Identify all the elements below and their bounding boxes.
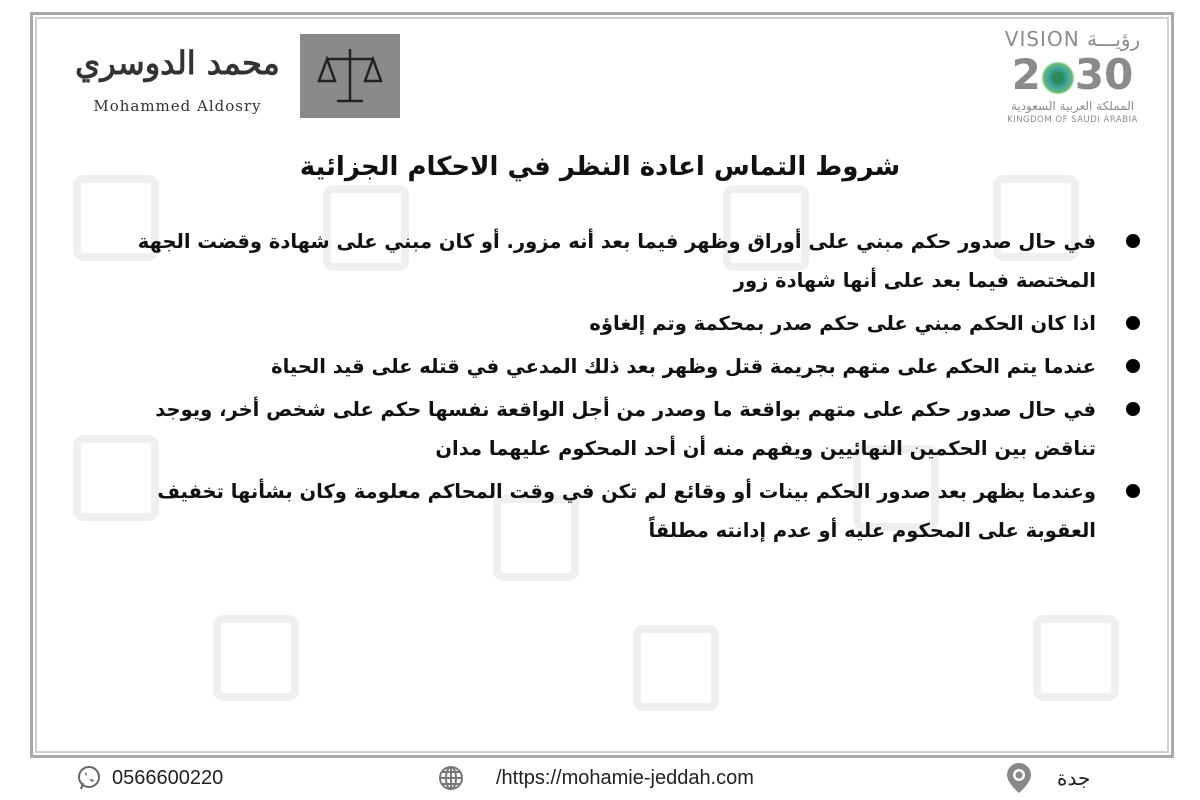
phone-number: 0566600220 bbox=[112, 766, 224, 789]
list-item bbox=[90, 304, 1140, 343]
list-item-text: في حال صدور حكم مبني على أوراق وظهر فيما بعد أنه مزور. أو كان مبني على شهادة وقضت الجهة المختصة فيما بعد على أنها شهادة زور bbox=[137, 230, 1096, 292]
emblem-icon bbox=[1041, 61, 1075, 95]
list-item bbox=[90, 347, 1140, 386]
location bbox=[1005, 762, 1090, 794]
city-name: جدة bbox=[1057, 767, 1091, 790]
bullet-icon bbox=[1126, 359, 1140, 373]
bullet-icon bbox=[1126, 484, 1140, 498]
year-digits: 30 bbox=[1074, 50, 1134, 99]
country-english: KINGDOM OF SAUDI ARABIA bbox=[1007, 115, 1138, 125]
logo-name-english: Mohammed Aldosry bbox=[93, 97, 262, 115]
scales-of-justice-icon bbox=[300, 34, 400, 118]
list-item bbox=[90, 472, 1140, 550]
year-digit: 2 bbox=[1011, 50, 1041, 99]
page-title: شروط التماس اعادة النظر في الاحكام الجزائية bbox=[299, 152, 901, 182]
vision-label-arabic: رؤيـــة bbox=[1087, 27, 1141, 51]
whatsapp-icon bbox=[76, 765, 102, 791]
bullet-icon bbox=[1126, 402, 1140, 416]
list-item bbox=[90, 390, 1140, 468]
list-item-text: وعندما يظهر بعد صدور الحكم بينات أو وقائع لم تكن في وقت المحاكم معلومة وكان بشأنها تخفيف العقوبة على المحكوم عليه أو عدم إدانته مطلقاً bbox=[157, 480, 1096, 542]
vision-label: VISION bbox=[1004, 27, 1080, 51]
bullet-icon bbox=[1126, 316, 1140, 330]
website-link[interactable] bbox=[438, 762, 754, 794]
website-url: /https://mohamie-jeddah.com bbox=[496, 766, 754, 789]
bullet-icon bbox=[1126, 234, 1140, 248]
logo-name-arabic: محمد الدوسري bbox=[75, 44, 280, 82]
list-item-text: عندما يتم الحكم على متهم بجريمة قتل وظهر بعد ذلك المدعي في قتله على قيد الحياة bbox=[271, 355, 1096, 378]
list-item bbox=[90, 222, 1140, 300]
location-pin-icon bbox=[1005, 762, 1033, 794]
conditions-list bbox=[90, 222, 1140, 554]
vision-2030-logo bbox=[980, 26, 1165, 130]
footer bbox=[0, 762, 1200, 794]
globe-icon bbox=[438, 765, 464, 791]
list-item-text: في حال صدور حكم على متهم بواقعة ما وصدر من أجل الواقعة نفسها حكم على شخص أخر، ويوجد تناقض بين الحكمين النهائيين ويفهم منه أن أحد المحكوم عليهما مدان bbox=[155, 398, 1096, 460]
list-item-text: اذا كان الحكم مبني على حكم صدر بمحكمة وتم إلغاؤه bbox=[589, 312, 1096, 335]
phone-contact[interactable] bbox=[76, 762, 223, 794]
country-arabic: المملكة العربية السعودية bbox=[1010, 99, 1135, 113]
lawyer-logo bbox=[60, 34, 400, 120]
